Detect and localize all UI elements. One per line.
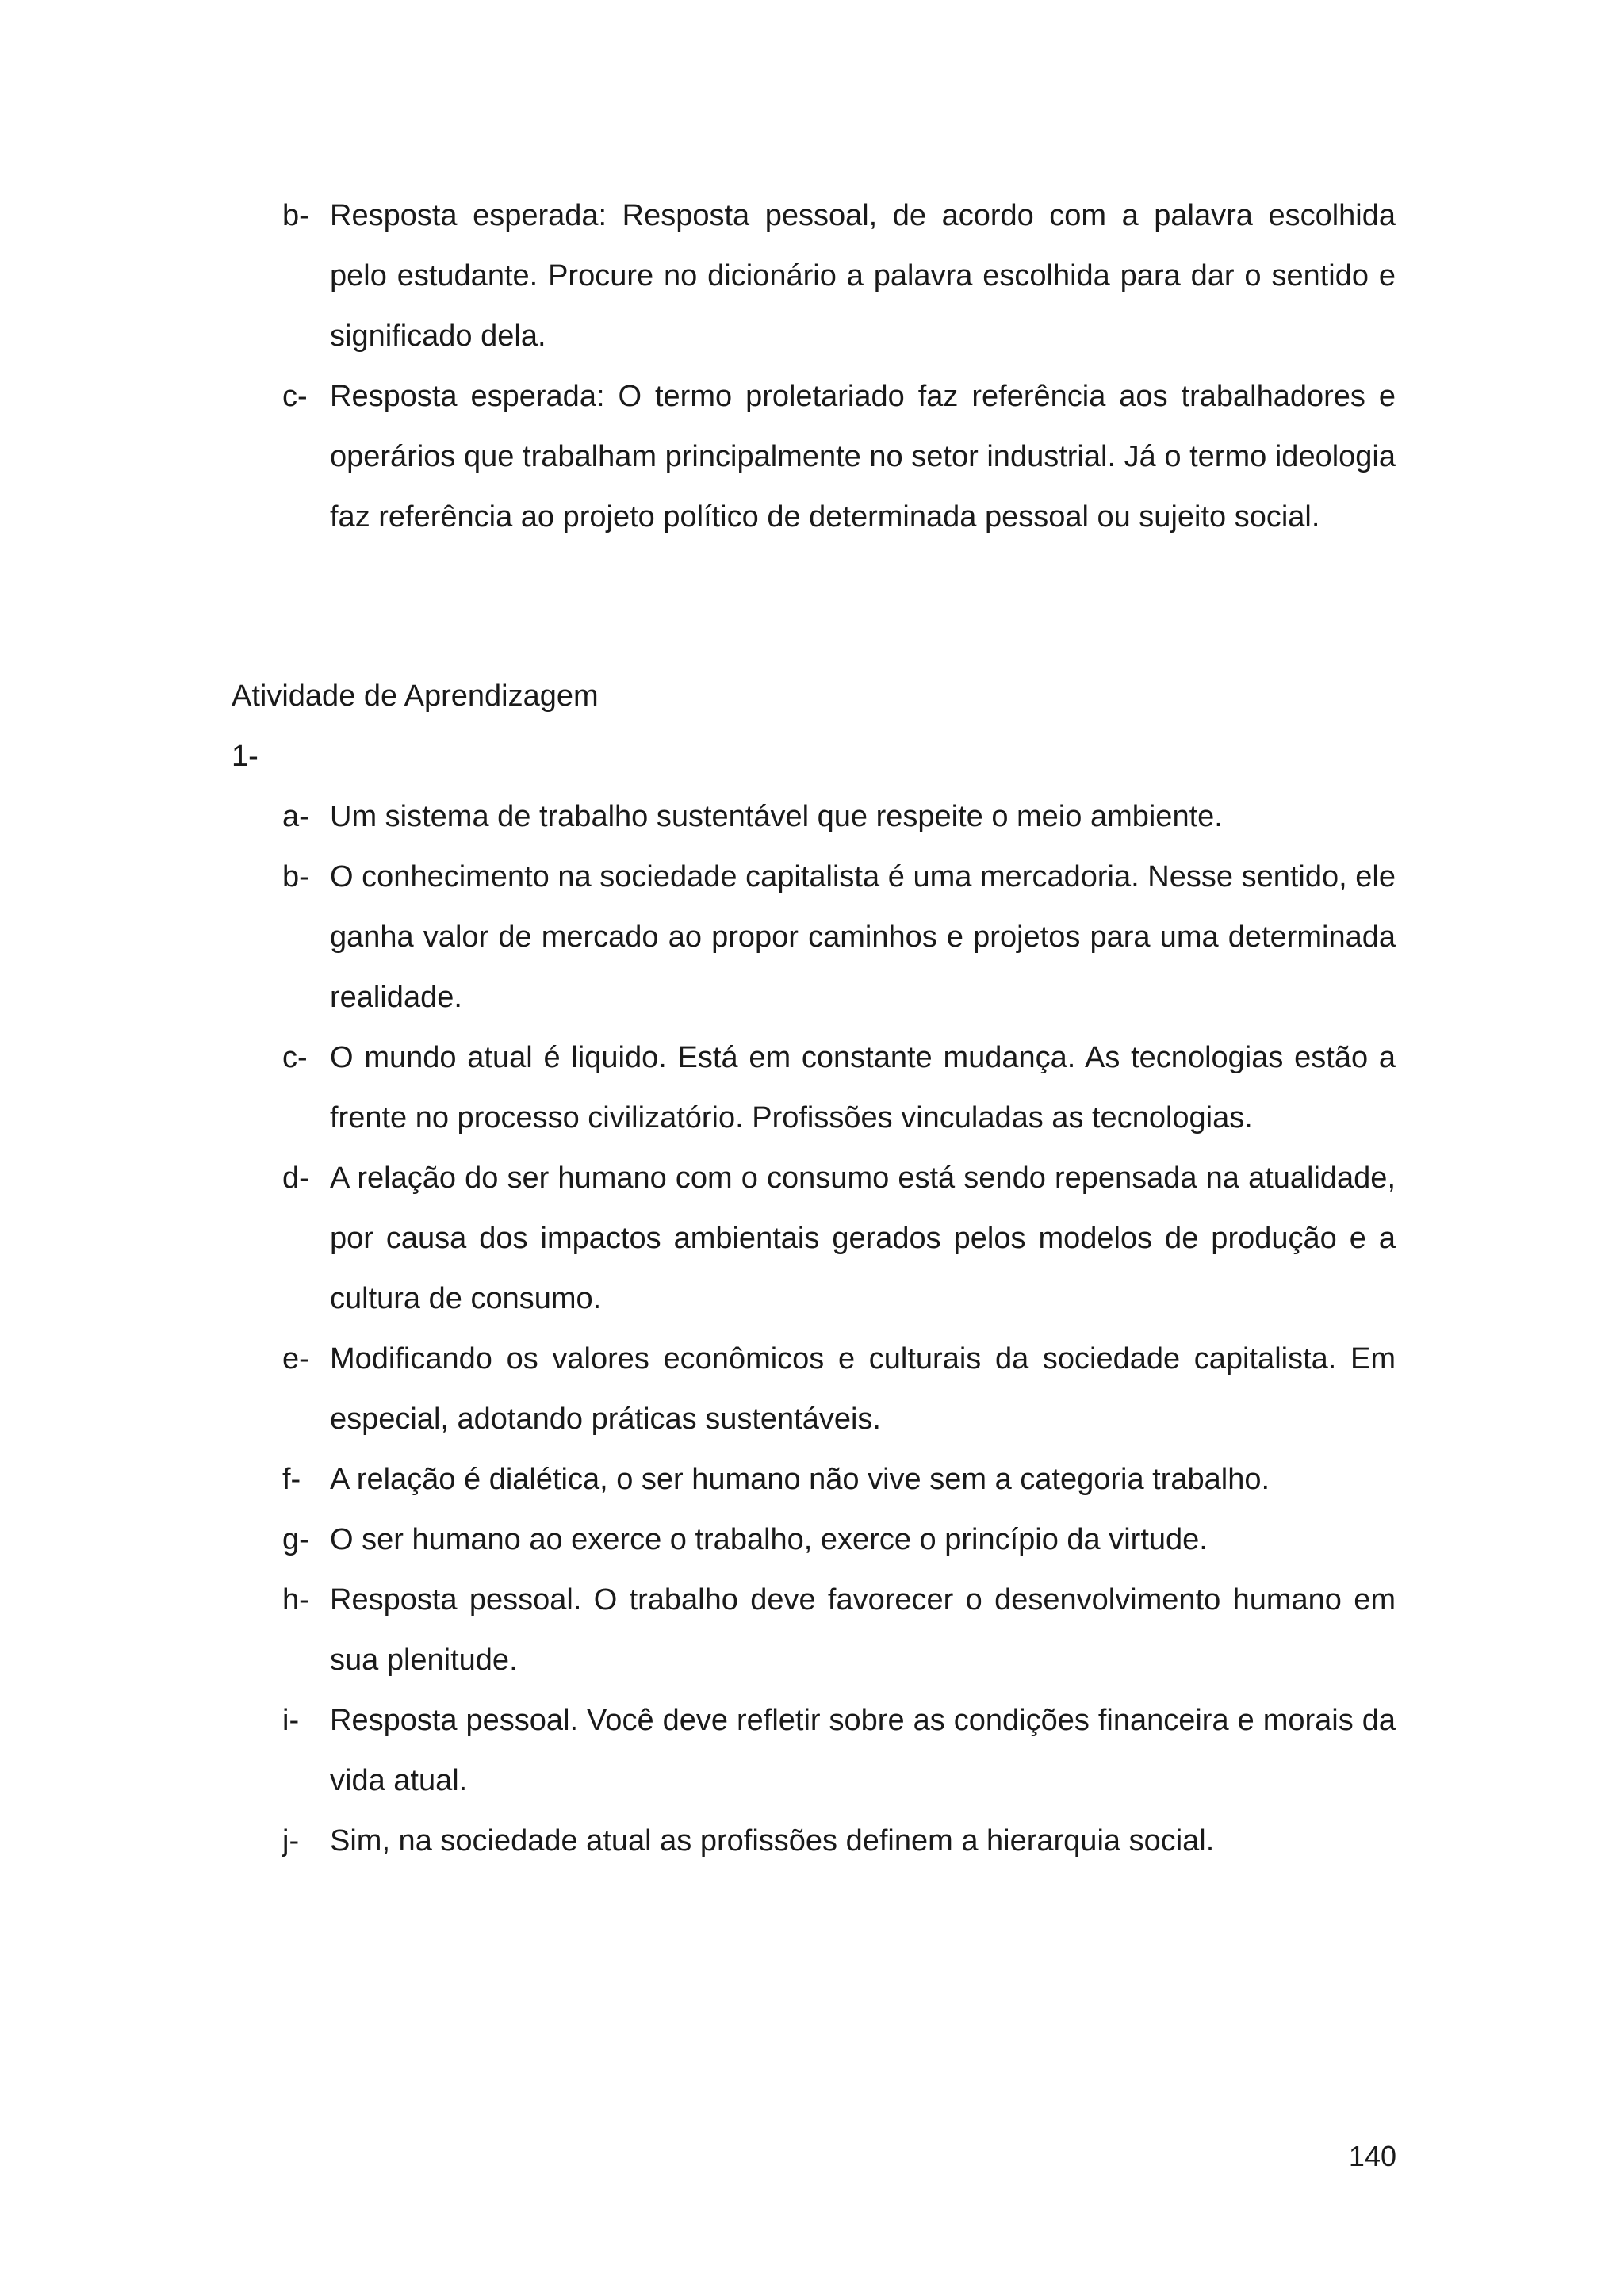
item-marker: f- bbox=[282, 1463, 301, 1496]
item-text: Modificando os valores econômicos e culturais da sociedade capitalista. Em especial, adotando práticas sustentáveis. bbox=[330, 1342, 1396, 1436]
question-number: 1- bbox=[232, 740, 259, 773]
item-text: O conhecimento na sociedade capitalista é uma mercadoria. Nesse sentido, ele ganha valor de mercado ao propor caminhos e projetos para uma determinada realidade. bbox=[330, 860, 1396, 1014]
item-text: Um sistema de trabalho sustentável que respeite o meio ambiente. bbox=[330, 800, 1223, 833]
list-item bbox=[230, 186, 1396, 366]
item-marker: b- bbox=[282, 199, 309, 232]
list-item bbox=[230, 847, 1396, 1027]
item-marker: g- bbox=[282, 1523, 309, 1556]
item-marker: i- bbox=[282, 1704, 300, 1737]
list-item bbox=[230, 1027, 1396, 1148]
item-marker: c- bbox=[282, 380, 308, 413]
item-marker: h- bbox=[282, 1583, 309, 1617]
list-item bbox=[230, 1148, 1396, 1329]
list-item bbox=[230, 1329, 1396, 1449]
list-item bbox=[230, 366, 1396, 547]
item-text: O mundo atual é liquido. Está em constante mudança. As tecnologias estão a frente no processo civilizatório. Profissões vinculadas as tecnologias. bbox=[330, 1041, 1396, 1135]
item-text: Resposta esperada: Resposta pessoal, de acordo com a palavra escolhida pelo estudante. Procure no dicionário a palavra escolhida para dar o sentido e significado dela. bbox=[330, 199, 1396, 353]
section-title: Atividade de Aprendizagem bbox=[232, 679, 599, 713]
item-marker: c- bbox=[282, 1041, 308, 1074]
list-item bbox=[230, 1811, 1396, 1871]
list-item bbox=[230, 1510, 1396, 1570]
page-number: 140 bbox=[1348, 2140, 1396, 2172]
item-marker: d- bbox=[282, 1161, 309, 1195]
item-marker: j- bbox=[282, 1824, 300, 1858]
list-item bbox=[230, 1570, 1396, 1690]
item-marker: a- bbox=[282, 800, 309, 833]
item-text: O ser humano ao exerce o trabalho, exerce o princípio da virtude. bbox=[330, 1523, 1208, 1556]
answers-list bbox=[230, 786, 1396, 1871]
item-marker: b- bbox=[282, 860, 309, 894]
item-text: A relação do ser humano com o consumo está sendo repensada na atualidade, por causa dos impactos ambientais gerados pelos modelos de produção e a cultura de consumo. bbox=[330, 1161, 1396, 1315]
list-item bbox=[230, 1690, 1396, 1811]
item-text: Sim, na sociedade atual as profissões definem a hierarquia social. bbox=[330, 1824, 1215, 1858]
item-text: Resposta pessoal. Você deve refletir sobre as condições financeira e morais da vida atual. bbox=[330, 1704, 1396, 1797]
item-text: Resposta pessoal. O trabalho deve favorecer o desenvolvimento humano em sua plenitude. bbox=[330, 1583, 1396, 1677]
previous-answers-list bbox=[230, 186, 1396, 547]
item-text: A relação é dialética, o ser humano não vive sem a categoria trabalho. bbox=[330, 1463, 1270, 1496]
item-marker: e- bbox=[282, 1342, 309, 1376]
list-item bbox=[230, 1449, 1396, 1510]
list-item bbox=[230, 786, 1396, 847]
item-text: Resposta esperada: O termo proletariado faz referência aos trabalhadores e operários que trabalham principalmente no setor industrial. Já o termo ideologia faz referência ao projeto político de determinada pessoal ou sujeito social. bbox=[330, 380, 1396, 534]
